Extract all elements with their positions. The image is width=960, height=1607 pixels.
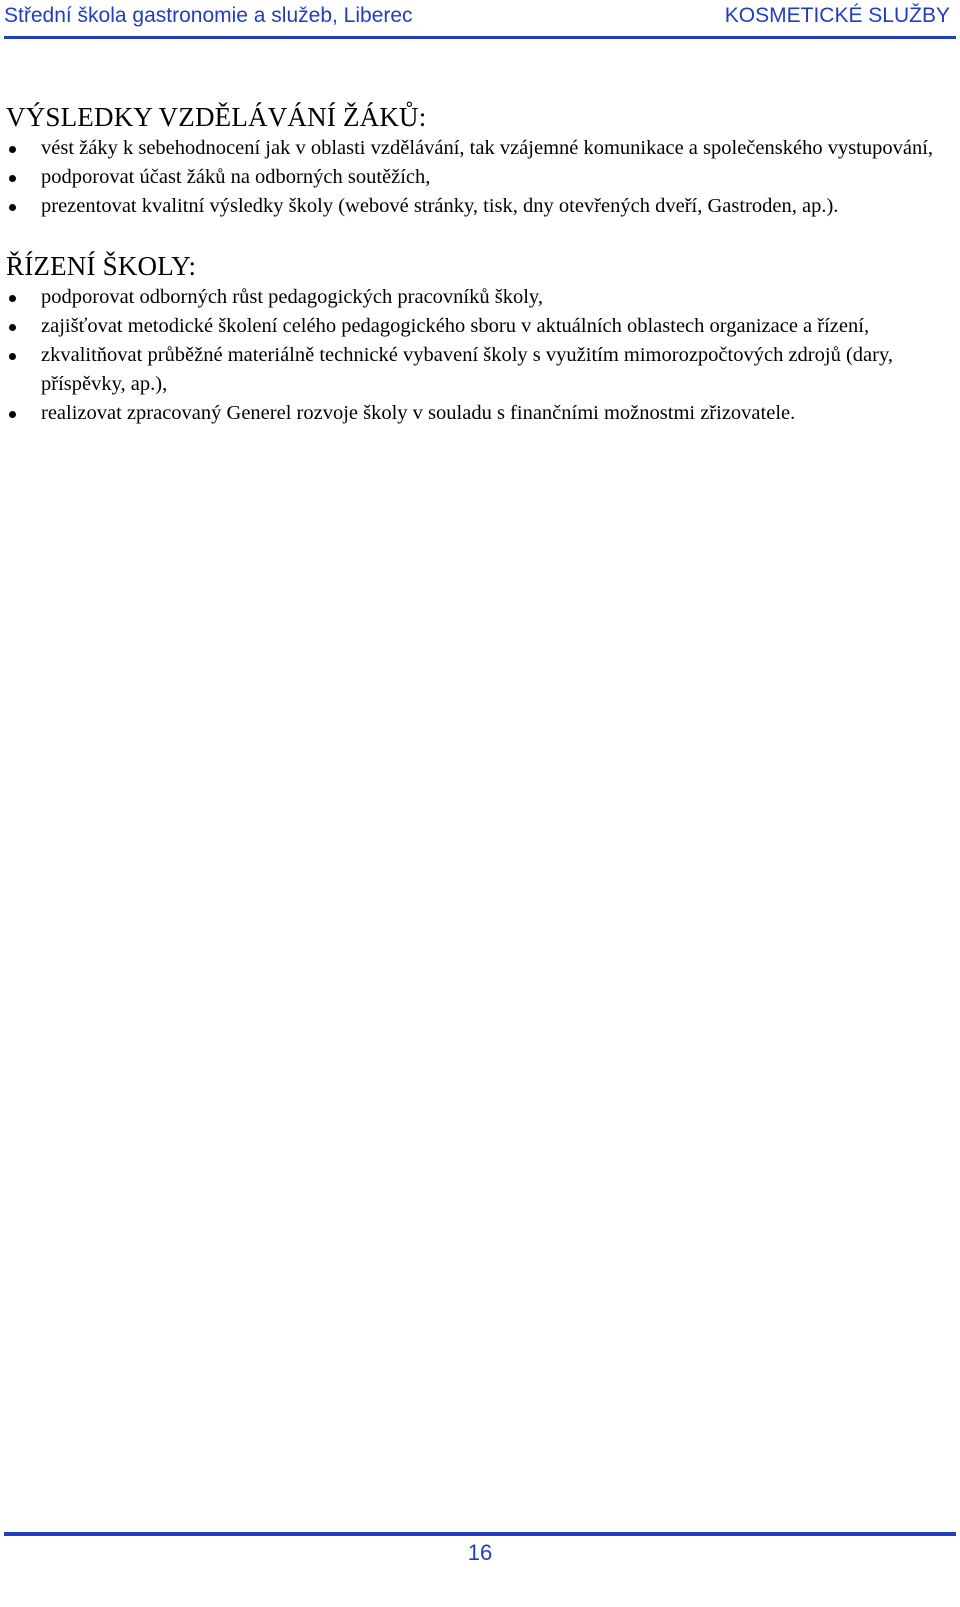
list-item xyxy=(6,283,954,312)
list-item xyxy=(6,134,954,163)
bullet-icon xyxy=(9,353,16,360)
section-school-management xyxy=(6,249,954,428)
header-divider xyxy=(4,36,956,39)
list-item-text: podporovat odborných růst pedagogických pracovníků školy, xyxy=(41,286,543,308)
bullet-icon xyxy=(9,411,16,418)
footer-divider xyxy=(4,1532,956,1536)
bullet-icon xyxy=(9,175,16,182)
list-item-text: zkvalitňovat průběžné materiálně technické vybavení školy s využitím mimorozpočtových zdrojů (dary, příspěvky, ap.), xyxy=(41,344,893,395)
list-item xyxy=(6,163,954,192)
bullet-list xyxy=(6,283,954,428)
bullet-icon xyxy=(9,295,16,302)
school-name: Střední škola gastronomie a služeb, Liberec xyxy=(4,4,413,27)
document-body xyxy=(6,100,954,456)
list-item xyxy=(6,192,954,221)
program-name: KOSMETICKÉ SLUŽBY xyxy=(724,4,950,27)
list-item xyxy=(6,341,954,399)
section-learning-outcomes xyxy=(6,100,954,221)
section-heading: ŘÍZENÍ ŠKOLY: xyxy=(6,251,197,281)
list-item-text: podporovat účast žáků na odborných soutěžích, xyxy=(41,166,431,188)
list-item-text: zajišťovat metodické školení celého pedagogického sboru v aktuálních oblastech organizace a řízení, xyxy=(41,315,870,337)
bullet-icon xyxy=(9,324,16,331)
section-heading: VÝSLEDKY VZDĚLÁVÁNÍ ŽÁKŮ: xyxy=(6,102,427,132)
page-number: 16 xyxy=(467,1540,493,1565)
page-header xyxy=(0,0,960,42)
list-item-text: prezentovat kvalitní výsledky školy (webové stránky, tisk, dny otevřených dveří, Gastroden, ap.). xyxy=(41,195,839,217)
bullet-list xyxy=(6,134,954,221)
bullet-icon xyxy=(9,204,16,211)
bullet-icon xyxy=(9,146,16,153)
list-item xyxy=(6,399,954,428)
list-item-text: vést žáky k sebehodnocení jak v oblasti vzdělávání, tak vzájemné komunikace a společenského vystupování, xyxy=(41,137,934,159)
list-item xyxy=(6,312,954,341)
list-item-text: realizovat zpracovaný Generel rozvoje školy v souladu s finančními možnostmi zřizovatele. xyxy=(41,402,796,424)
